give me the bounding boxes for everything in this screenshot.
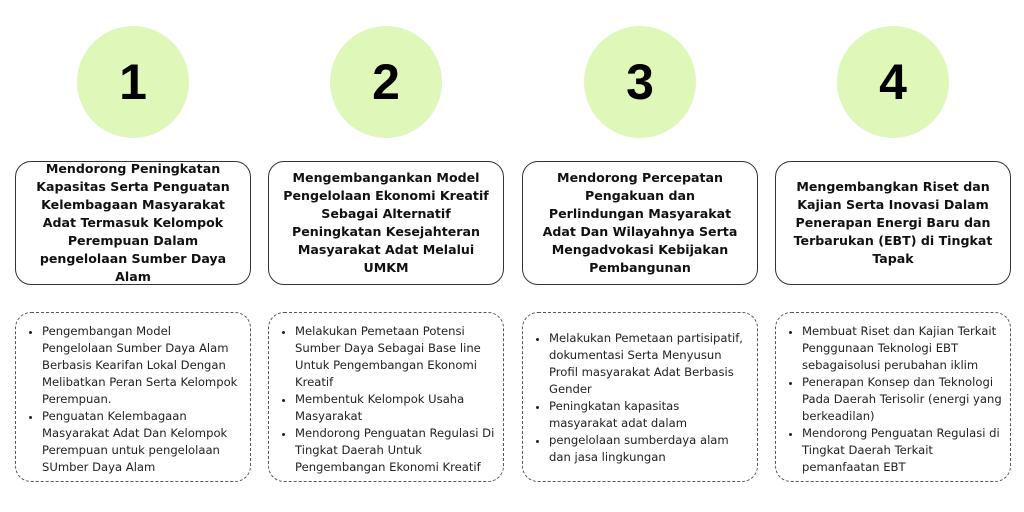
list-item: • Penerapan Konsep dan Teknologi Pada Daerah Terisolir (energi yang berkeadilan) bbox=[802, 374, 1002, 425]
list-item: • Peningkatan kapasitas masyarakat adat dalam bbox=[549, 398, 749, 432]
details-list bbox=[277, 323, 495, 476]
step-title: Mendorong Peningkatan Kapasitas Serta Penguatan Kelembagaan Masyarakat Adat Termasuk Kelompok Perempuan Dalam pengelolaan Sumber Daya Alam bbox=[36, 161, 230, 284]
step-details-box bbox=[268, 312, 504, 482]
list-item: • Membuat Riset dan Kajian Terkait Penggunaan Teknologi EBT sebagaisolusi perubahan iklim bbox=[802, 323, 1002, 374]
list-item: • Mendorong Penguatan Regulasi di Tingkat Daerah Terkait pemanfaatan EBT bbox=[802, 425, 1002, 476]
list-item: • Pengembangan Model Pengelolaan Sumber Daya Alam Berbasis Kearifan Lokal Dengan Melibatkan Peran Serta Kelompok Perempuan. bbox=[42, 323, 242, 408]
list-item: • Melakukan Pemetaan partisipatif, dokumentasi Serta Menyusun Profil masyarakat Adat Berbasis Gender bbox=[549, 330, 749, 398]
step-number-circle: 2 bbox=[330, 26, 442, 138]
column-3 bbox=[522, 0, 758, 512]
step-title-box bbox=[522, 161, 758, 285]
step-title: Mengembangankan Model Pengelolaan Ekonomi Kreatif Sebagai Alternatif Peningkatan Kesejahteran Masyarakat Adat Melalui UMKM bbox=[283, 170, 489, 275]
step-title-box bbox=[775, 161, 1011, 285]
details-list bbox=[531, 330, 749, 466]
column-1 bbox=[15, 0, 251, 512]
column-2 bbox=[268, 0, 504, 512]
step-details-box bbox=[15, 312, 251, 482]
details-list bbox=[24, 323, 242, 476]
step-title-box bbox=[15, 161, 251, 285]
step-title: Mengembangkan Riset dan Kajian Serta Inovasi Dalam Penerapan Energi Baru dan Terbarukan (EBT) di Tingkat Tapak bbox=[793, 179, 993, 266]
step-number-circle: 4 bbox=[837, 26, 949, 138]
column-4 bbox=[775, 0, 1011, 512]
step-number-circle: 1 bbox=[77, 26, 189, 138]
details-list bbox=[784, 323, 1002, 476]
list-item: • Membentuk Kelompok Usaha Masyarakat bbox=[295, 391, 495, 425]
list-item: • pengelolaan sumberdaya alam dan jasa lingkungan bbox=[549, 432, 749, 466]
list-item: • Mendorong Penguatan Regulasi Di Tingkat Daerah Untuk Pengembangan Ekonomi Kreatif bbox=[295, 425, 495, 476]
step-title-box bbox=[268, 161, 504, 285]
step-number-circle: 3 bbox=[584, 26, 696, 138]
step-details-box bbox=[522, 312, 758, 482]
step-details-box bbox=[775, 312, 1011, 482]
step-title: Mendorong Percepatan Pengakuan dan Perlindungan Masyarakat Adat Dan Wilayahnya Serta Mengadvokasi Kebijakan Pembangunan bbox=[542, 170, 738, 275]
list-item: • Penguatan Kelembagaan Masyarakat Adat Dan Kelompok Perempuan untuk pengelolaan SUmber Daya Alam bbox=[42, 408, 242, 476]
list-item: • Melakukan Pemetaan Potensi Sumber Daya Sebagai Base line Untuk Pengembangan Ekonomi Kreatif bbox=[295, 323, 495, 391]
